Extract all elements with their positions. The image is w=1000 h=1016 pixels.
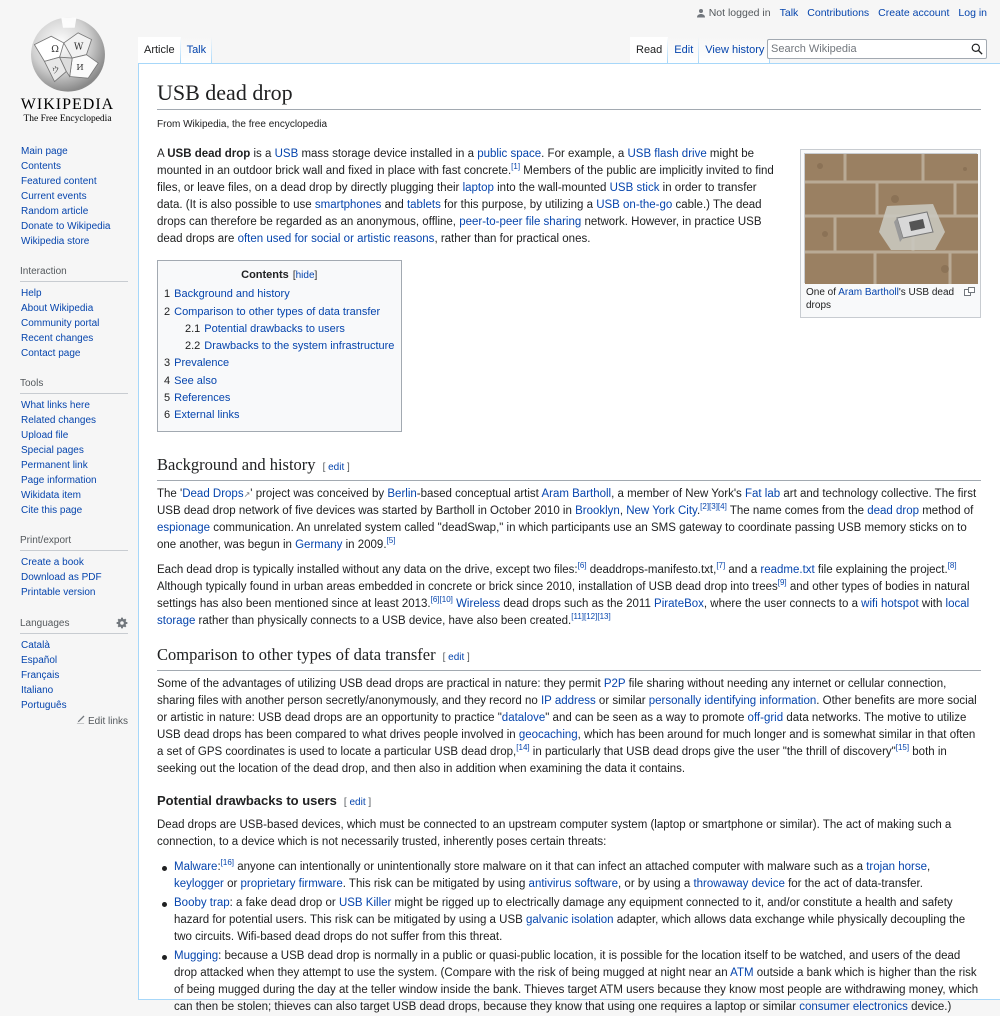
sidebar-item-recent-changes[interactable]: Recent changes xyxy=(21,333,94,344)
toc-item-2-2[interactable]: 2.2 Drawbacks to the system infrastructure xyxy=(185,340,395,353)
caption-link-aram-bartholl[interactable]: Aram Bartholl xyxy=(838,287,899,298)
link-usb-on-the-go[interactable]: USB on-the-go xyxy=(596,199,673,211)
sidebar-item-create-book[interactable]: Create a book xyxy=(21,557,84,568)
background-paragraph-2: Each dead drop is typically installed without any data on the drive, except two files:[6] deaddrops-manifesto.txt,[7] and a readme.txt file explaining the project.[8] Although typically found in urban areas embedded in concrete or brick since 2010, installation of USB dead drop into trees[9] and other types of bodies in natural settings has also been mentioned since at least 2013.[6][10] Wireless dead drops such as the 2011 PirateBox, where the user connects to a wifi hotspot with local storage rather than physically connects to a USB device, have also been created.[11][12][13] xyxy=(157,560,970,627)
link-keylogger[interactable]: keylogger xyxy=(174,877,224,890)
link-booby-trap[interactable]: Booby trap xyxy=(174,896,230,909)
link-usb-stick[interactable]: USB stick xyxy=(609,182,660,194)
enlarge-icon[interactable] xyxy=(964,287,975,296)
drawbacks-intro: Dead drops are USB-based devices, which must be connected to an upstream computer system (laptop or smartphone or similar). The act of making such a connection, to a device which is not necessarily trusted, inherently poses certain threats: xyxy=(157,818,952,848)
table-of-contents xyxy=(157,260,402,432)
sidebar-item-featured-content[interactable]: Featured content xyxy=(21,176,97,187)
ref-5[interactable]: [5] xyxy=(386,535,396,545)
language-portugues[interactable]: Português xyxy=(21,700,67,711)
drawbacks-list xyxy=(174,859,981,1016)
list-item: Mugging: because a USB dead drop is normally in a public or quasi-public location, it is possible for the location itself to be watched, and users of the dead drop attacked when they attempt to use the system. (Compare with the risk of being mugged at night near an ATM outside a bank which is higher than the risk of being mugged during the day at the teller window inside the bank. Thieves target ATM users because they know most people are withdrawing money, which can then be stolen; thieves can also target USB dead drops, because they know that using one requires a laptop or similar consumer electronics device.) xyxy=(174,948,981,1016)
toc-item-4[interactable]: 4 See also xyxy=(164,374,217,387)
link-datalove[interactable]: datalove xyxy=(501,711,546,724)
ref-16[interactable]: [16] xyxy=(220,857,235,867)
link-public-space[interactable]: public space xyxy=(477,148,542,160)
link-off-grid[interactable]: off-grid xyxy=(747,711,784,724)
search-button[interactable] xyxy=(968,40,986,58)
link-antivirus[interactable]: antivirus software xyxy=(528,877,619,890)
sidebar-item-contents[interactable]: Contents xyxy=(21,161,62,172)
interaction-portal xyxy=(0,263,138,361)
link-social-artistic[interactable]: often used for social or artistic reasons xyxy=(237,233,435,245)
pencil-icon xyxy=(76,715,85,724)
sidebar-item-permanent-link[interactable]: Permanent link xyxy=(21,460,88,471)
thumbnail-caption: One of Aram Bartholl's USB dead drops xyxy=(804,283,977,314)
print-portal xyxy=(0,532,138,600)
link-throwaway-device[interactable]: throwaway device xyxy=(693,877,785,890)
tab-talk[interactable]: Talk xyxy=(181,37,213,63)
toc-item-5[interactable]: 5 References xyxy=(164,392,231,405)
wikipedia-logo[interactable] xyxy=(10,5,125,125)
search-input[interactable] xyxy=(771,43,968,55)
sidebar-item-store[interactable]: Wikipedia store xyxy=(21,236,90,247)
link-mugging[interactable]: Mugging xyxy=(174,949,219,962)
list-item: Booby trap: a fake dead drop or USB Killer might be rigged up to electrically damage any equipment connected to it, and/or constitute a health and safety hazard for potential users. This risk can be mitigated by using a USB galvanic isolation adapter, which allows data exchange while physically decoupling the two circuits. Wifi-based dead drops do not suffer from this threat. xyxy=(174,895,981,946)
link-proprietary-firmware[interactable]: proprietary firmware xyxy=(240,877,343,890)
thumbnail-image[interactable] xyxy=(804,153,977,283)
tab-view-history[interactable]: View history xyxy=(699,37,770,63)
link-readme[interactable]: readme.txt xyxy=(760,563,815,576)
link-atm[interactable]: ATM xyxy=(730,966,754,979)
sidebar-item-random-article[interactable]: Random article xyxy=(21,206,89,217)
toc-title: Contents [hide] xyxy=(241,269,318,281)
wikipedia-globe-icon xyxy=(26,11,110,95)
link-trojan-horse[interactable]: trojan horse xyxy=(866,860,927,873)
list-item: Malware:[16] anyone can intentionally or unintentionally store malware on it that can infect an attached computer with malware such as a trojan horse, keylogger or proprietary firmware. This risk can be mitigated by using antivirus software, or by using a throwaway device for the act of data-transfer. xyxy=(174,859,981,893)
link-p2p[interactable]: P2P xyxy=(603,677,626,690)
usb-dead-drop-photo xyxy=(805,154,978,284)
sidebar-item-contact[interactable]: Contact page xyxy=(21,348,81,359)
edit-section-comparison[interactable]: edit xyxy=(448,651,465,663)
sidebar xyxy=(0,140,138,741)
ref-7[interactable]: [7] xyxy=(716,560,726,570)
ref-11-12-13[interactable]: [11][12][13] xyxy=(571,611,611,621)
view-tabs xyxy=(630,37,770,63)
tab-edit[interactable]: Edit xyxy=(668,37,699,63)
personal-tools xyxy=(696,7,987,19)
sidebar-item-about[interactable]: About Wikipedia xyxy=(21,303,94,314)
sidebar-item-download-pdf[interactable]: Download as PDF xyxy=(21,572,102,583)
languages-portal xyxy=(0,614,138,727)
sidebar-item-upload-file[interactable]: Upload file xyxy=(21,430,69,441)
sidebar-item-cite[interactable]: Cite this page xyxy=(21,505,83,516)
sidebar-item-page-information[interactable]: Page information xyxy=(21,475,97,486)
create-account-link[interactable]: Create account xyxy=(878,7,950,19)
sidebar-item-related-changes[interactable]: Related changes xyxy=(21,415,97,426)
ref-2-3-4[interactable]: [2][3][4] xyxy=(700,501,727,511)
language-espanol[interactable]: Español xyxy=(21,655,58,666)
page-title: USB dead drop xyxy=(157,78,981,110)
interaction-heading: Interaction xyxy=(20,263,128,282)
heading-potential-drawbacks: Potential drawbacks to users [ edit ] xyxy=(157,792,372,808)
sidebar-item-help[interactable]: Help xyxy=(21,288,42,299)
heading-background: Background and history [ edit ] xyxy=(157,454,981,481)
user-icon xyxy=(696,8,706,18)
toc-item-6[interactable]: 6 External links xyxy=(164,409,240,422)
edit-links[interactable]: Edit links xyxy=(21,713,128,727)
heading-comparison: Comparison to other types of data transfer [ edit ] xyxy=(157,644,981,671)
link-malware[interactable]: Malware xyxy=(174,860,218,873)
link-piratebox[interactable]: PirateBox xyxy=(654,597,704,610)
link-p2p-file-sharing[interactable]: peer-to-peer file sharing xyxy=(459,216,582,228)
link-espionage[interactable]: espionage xyxy=(157,521,211,534)
link-consumer-electronics[interactable]: consumer electronics xyxy=(799,1000,908,1013)
tab-read[interactable]: Read xyxy=(630,37,668,63)
site-subtitle: From Wikipedia, the free encyclopedia xyxy=(157,119,328,130)
contributions-link[interactable]: Contributions xyxy=(807,7,870,19)
search-box xyxy=(767,39,987,59)
ref-14[interactable]: [14] xyxy=(516,742,530,752)
sidebar-item-community-portal[interactable]: Community portal xyxy=(21,318,100,329)
toc-item-2[interactable]: 2 Comparison to other types of data transfer xyxy=(164,305,381,318)
toc-hide-link[interactable]: hide xyxy=(295,270,315,281)
link-new-york-city[interactable]: New York City xyxy=(626,504,697,517)
external-link-icon: ↗ xyxy=(243,489,251,499)
link-smartphones[interactable]: smartphones xyxy=(314,199,382,211)
link-wifi-hotspot[interactable]: wifi hotspot xyxy=(861,597,919,610)
ref-9[interactable]: [9] xyxy=(777,577,787,587)
link-dead-drops[interactable]: Dead Drops xyxy=(182,487,244,500)
talk-link[interactable]: Talk xyxy=(779,7,799,19)
language-catala[interactable]: Català xyxy=(21,640,50,651)
sidebar-item-special-pages[interactable]: Special pages xyxy=(21,445,84,456)
link-fat-lab[interactable]: Fat lab xyxy=(745,487,781,500)
comparison-paragraph: Some of the advantages of utilizing USB dead drops are practical in nature: they permit P2P file sharing without needing any internet or cellular connection, sharing files with another person secretly/anonymously, and they record no IP address or similar personally identifying information. Other benefits are more social or artistic in nature: USB dead drops are an opportunity to practice "datalove" and can be seen as a way to promote off-grid data networks. The motive to utilize USB dead drops has been compared to what drives people involved in geocaching, which has been around for much longer and is somewhat similar in that often a set of GPS coordinates is used to locate a particular USB dead drop,[14] in particularly that USB dead drops give the user "the thrill of discovery"[15] both in seeking out the location of the dead drop, and then also in addition when examining the data it contains. xyxy=(157,677,977,775)
search-icon xyxy=(971,43,983,55)
gear-icon[interactable] xyxy=(116,617,128,629)
thumbnail xyxy=(800,149,981,318)
language-francais[interactable]: Français xyxy=(21,670,60,681)
link-brooklyn[interactable]: Brooklyn xyxy=(575,504,620,517)
link-berlin[interactable]: Berlin xyxy=(387,487,417,500)
sidebar-item-wikidata-item[interactable]: Wikidata item xyxy=(21,490,82,501)
link-usb-killer[interactable]: USB Killer xyxy=(338,896,392,909)
sidebar-item-main-page[interactable]: Main page xyxy=(21,146,68,157)
sidebar-item-donate[interactable]: Donate to Wikipedia xyxy=(21,221,111,232)
edit-section-background[interactable]: edit xyxy=(328,461,345,473)
languages-heading: Languages xyxy=(20,614,128,634)
link-aram-bartholl[interactable]: Aram Bartholl xyxy=(541,487,612,500)
toc-item-3[interactable]: 3 Prevalence xyxy=(164,357,230,370)
link-dead-drop[interactable]: dead drop xyxy=(867,504,920,517)
link-usb[interactable]: USB xyxy=(274,148,299,160)
ref-15[interactable]: [15] xyxy=(895,742,910,752)
background-paragraph-1: The 'Dead Drops↗' project was conceived by Berlin-based conceptual artist Aram Bartholl, a member of New York's Fat lab art and technology collective. The first USB dead drop network of five devices was started by Bartholl in October 2010 in Brooklyn, New York City.[2][3][4] The name comes from the dead drop method of espionage communication. An unrelated system called "deadSwap," in which participants use an SMS gateway to coordinate passing USB memory sticks on to one another, was begun in Germany in 2009.[5] xyxy=(157,487,977,551)
svg-text:И: И xyxy=(75,61,84,72)
ref-6[interactable]: [6] xyxy=(577,560,587,570)
link-galvanic-isolation[interactable]: galvanic isolation xyxy=(526,913,614,926)
ref-6-10[interactable]: [6][10] xyxy=(430,594,453,604)
link-wireless[interactable]: Wireless xyxy=(456,597,501,610)
link-laptop[interactable]: laptop xyxy=(462,182,494,194)
tools-portal xyxy=(0,375,138,518)
print-heading: Print/export xyxy=(20,532,128,551)
svg-text:W: W xyxy=(73,41,83,53)
svg-text:ウ: ウ xyxy=(50,65,60,76)
logo-wordmark: WIKIPEDIA xyxy=(20,96,115,113)
link-usb-flash-drive[interactable]: USB flash drive xyxy=(627,148,707,160)
edit-section-drawbacks[interactable]: edit xyxy=(349,796,366,808)
namespace-tabs xyxy=(138,37,212,63)
link-tablets[interactable]: tablets xyxy=(406,199,441,211)
tab-article[interactable]: Article xyxy=(138,37,181,63)
svg-text:Ω: Ω xyxy=(50,44,59,56)
link-personally-identifying-information[interactable]: personally identifying information xyxy=(648,694,817,707)
toc-item-1[interactable]: 1 Background and history xyxy=(164,288,290,301)
sidebar-item-what-links-here[interactable]: What links here xyxy=(21,400,90,411)
ref-1[interactable]: [1] xyxy=(511,162,521,171)
link-geocaching[interactable]: geocaching xyxy=(518,728,578,741)
toc-item-2-1[interactable]: 2.1 Potential drawbacks to users xyxy=(185,322,345,335)
link-germany[interactable]: Germany xyxy=(295,538,343,551)
ref-8[interactable]: [8] xyxy=(947,560,957,570)
sidebar-item-printable[interactable]: Printable version xyxy=(21,587,96,598)
tools-heading: Tools xyxy=(20,375,128,394)
navigation-portal xyxy=(0,140,138,249)
sidebar-item-current-events[interactable]: Current events xyxy=(21,191,87,202)
not-logged-in: Not logged in xyxy=(696,7,771,19)
language-italiano[interactable]: Italiano xyxy=(21,685,54,696)
lead-paragraph: A USB dead drop is a USB mass storage device installed in a public space. For example, a USB flash drive might be mounted in an outdoor brick wall and fixed in place with fast concrete.[1] Members of the public are implicitly invited to find files, or leave files, on a dead drop by directly plugging their laptop into the wall-mounted USB stick in order to transfer data. (It is also possible to use smartphones and tablets for this purpose, by utilizing a USB on-the-go cable.) The dead drops can therefore be regarded as an anonymous, offline, peer-to-peer file sharing network. However, in practice USB dead drops are often used for social or artistic reasons, rather than for practical ones. xyxy=(157,148,774,245)
content xyxy=(138,63,1000,1013)
log-in-link[interactable]: Log in xyxy=(958,7,987,19)
logo-tagline: The Free Encyclopedia xyxy=(23,114,112,124)
link-local-storage[interactable]: local storage xyxy=(157,597,970,627)
link-ip-address[interactable]: IP address xyxy=(540,694,596,707)
